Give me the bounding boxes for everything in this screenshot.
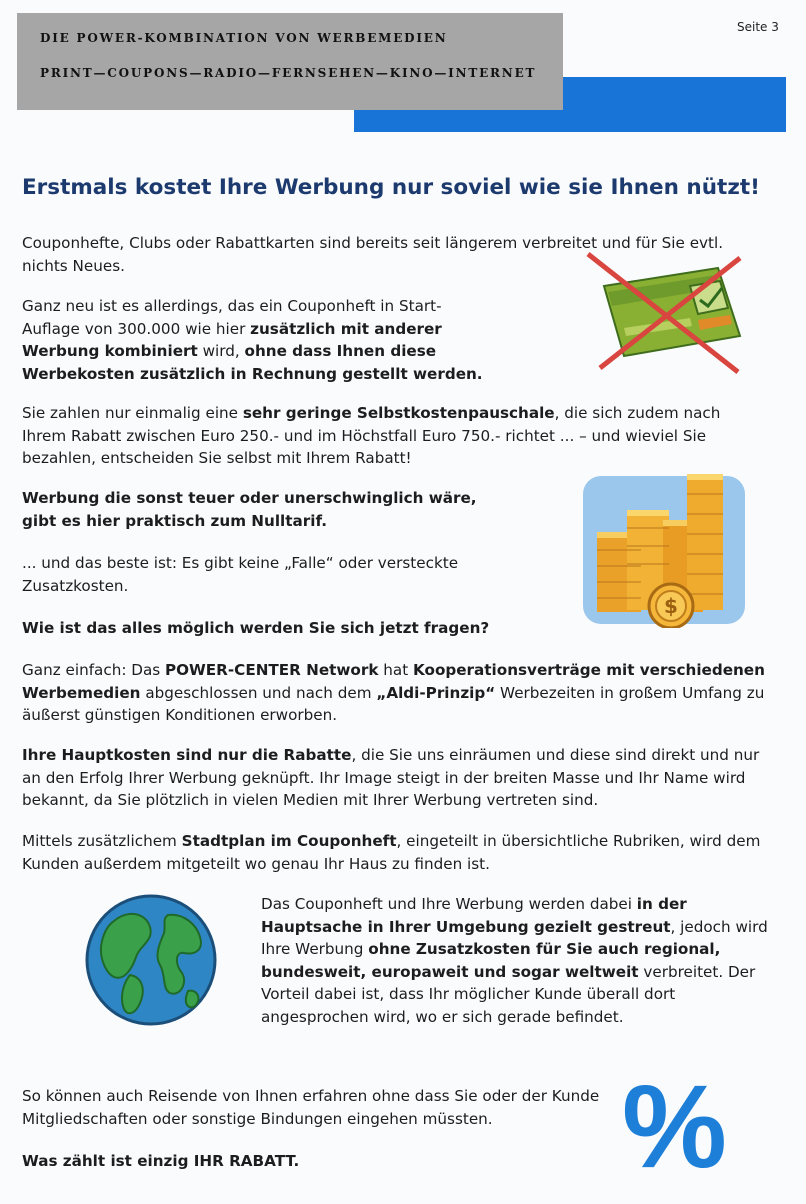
paragraph-zero-tariff: Werbung die sonst teuer oder unerschwinglich wäre, gibt es hier praktisch zum Nulltarif. — [22, 489, 477, 530]
coin-stacks-icon — [583, 470, 745, 628]
paragraph-question: Wie ist das alles möglich werden Sie sich jetzt fragen? — [22, 619, 490, 637]
svg-text:$: $ — [664, 594, 678, 618]
percent-icon: % — [622, 1061, 727, 1193]
crossed-card-icon — [580, 248, 746, 376]
paragraph-main-costs: Ihre Hauptkosten sind nur die Rabatte, die Sie uns einräumen und diese sind direkt und nur an den Erfolg Ihrer Werbung geknüpft. Ihr Image steigt in der breiten Masse und Ihr Name wird bekannt, da Sie plötzlich in vielen Medien mit Ihrer Werbung vertreten sind. — [22, 746, 760, 809]
paragraph-combination: Ganz neu ist es allerdings, das ein Couponheft in Start-Auflage von 300.000 wie hier zusätzlich mit anderer Werbung kombiniert wird, ohne dass Ihnen diese Werbekosten zusätzlich in Rechnung gestellt werden. — [22, 297, 483, 383]
paragraph-no-trap: ... und das beste ist: Es gibt keine „Falle“ oder versteckte Zusatzkosten. — [22, 554, 459, 595]
paragraph-closing: Was zählt ist einzig IHR RABATT. — [22, 1152, 300, 1170]
header-grey-box — [17, 13, 563, 110]
paragraph-flat-fee: Sie zahlen nur einmalig eine sehr geringe Selbstkostenpauschale, die sich zudem nach Ihrem Rabatt zwischen Euro 250.- und im Höchstfall Euro 750.- richtet ... – und wieviel Sie bezahlen, entscheiden Sie selbst mit Ihrem Rabatt! — [22, 404, 721, 467]
paragraph-cooperation: Ganz einfach: Das POWER-CENTER Network hat Kooperationsverträge mit verschiedenen Werbemedien abgeschlossen und nach dem „Aldi-Prinzip“ Werbezeiten in großem Umfang zu äußerst günstigen Konditionen erworben. — [22, 661, 765, 724]
globe-icon — [84, 893, 218, 1027]
header-line-2: PRINT—COUPONS—RADIO—FERNSEHEN—KINO—INTERNET — [40, 66, 537, 80]
page-headline: Erstmals kostet Ihre Werbung nur soviel wie sie Ihnen nützt! — [22, 175, 760, 200]
paragraph-intro: Couponhefte, Clubs oder Rabattkarten sind bereits seit längerem verbreitet und für Sie evtl. nichts Neues. — [22, 234, 724, 275]
paragraph-distribution: Das Couponheft und Ihre Werbung werden dabei in der Hauptsache in Ihrer Umgebung gezielt gestreut, jedoch wird Ihre Werbung ohne Zusatzkosten für Sie auch regional, bundesweit, europaweit und sogar weltweit verbreitet. Der Vorteil dabei ist, dass Ihr möglicher Kunde überall dort angesprochen wird, wo er sich gerade befindet. — [261, 895, 768, 1026]
paragraph-city-map: Mittels zusätzlichem Stadtplan im Couponheft, eingeteilt in übersichtliche Rubriken, wird dem Kunden außerdem mitgeteilt wo genau Ihr Haus zu finden ist. — [22, 832, 761, 873]
page-number: Seite 3 — [737, 20, 779, 34]
header-line-1: DIE POWER-KOMBINATION VON WERBEMEDIEN — [40, 31, 448, 45]
paragraph-travellers: So können auch Reisende von Ihnen erfahren ohne dass Sie oder der Kunde Mitgliedschaften oder sonstige Bindungen eingehen müssten. — [22, 1087, 600, 1128]
